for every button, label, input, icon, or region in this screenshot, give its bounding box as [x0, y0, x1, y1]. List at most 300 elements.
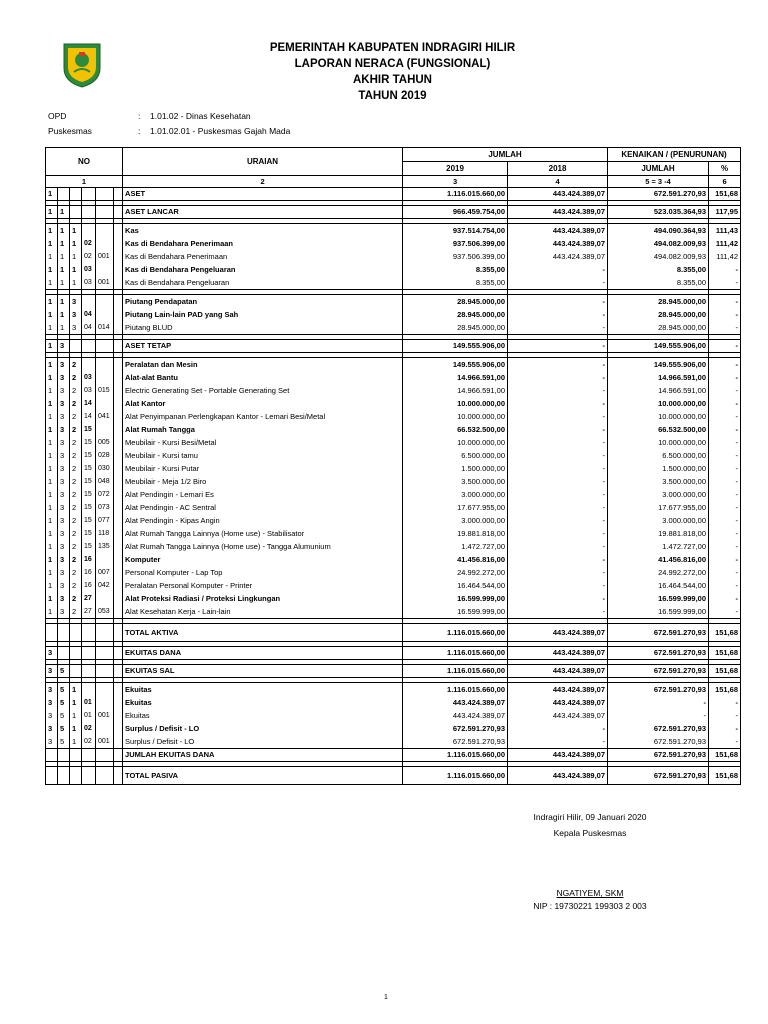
- uraian-cell: Alat-alat Bantu: [123, 371, 403, 384]
- code-cell: 3: [58, 501, 70, 514]
- code-cell: 3: [58, 475, 70, 488]
- code-cell: 1: [46, 340, 58, 353]
- change-amount-cell: 494.082.009,93: [608, 250, 709, 263]
- code-cell: 1: [46, 540, 58, 553]
- uraian-cell: Alat Kantor: [123, 397, 403, 410]
- value-2018-cell: -: [508, 436, 608, 449]
- uraian-cell: Ekuitas: [123, 709, 403, 722]
- change-percent-cell: -: [709, 553, 741, 566]
- table-row: [46, 340, 741, 353]
- uraian-cell: Peralatan Personal Komputer - Printer: [123, 579, 403, 592]
- value-2019-cell: 1.116.015.660,00: [403, 683, 508, 697]
- table-row: [46, 206, 741, 219]
- code-cell: 135: [96, 540, 114, 553]
- change-percent-cell: 117,95: [709, 206, 741, 219]
- value-2019-cell: 10.000.000,00: [403, 410, 508, 423]
- table-row: [46, 423, 741, 436]
- table-row: [46, 605, 741, 619]
- change-amount-cell: 17.677.955,00: [608, 501, 709, 514]
- value-2018-cell: -: [508, 553, 608, 566]
- code-cell: 03: [82, 371, 96, 384]
- colnum-2: 2: [123, 176, 403, 188]
- code-cell: [114, 340, 123, 353]
- code-cell: 1: [46, 358, 58, 372]
- code-cell: 15: [82, 540, 96, 553]
- change-amount-cell: 6.500.000,00: [608, 449, 709, 462]
- value-2019-cell: 937.506.399,00: [403, 237, 508, 250]
- change-amount-cell: 672.591.270,93: [608, 647, 709, 660]
- code-cell: 1: [70, 709, 82, 722]
- code-cell: 1: [46, 475, 58, 488]
- code-cell: 5: [58, 735, 70, 749]
- code-cell: [96, 647, 114, 660]
- value-2019-cell: 10.000.000,00: [403, 436, 508, 449]
- code-cell: [82, 767, 96, 785]
- signature-nip: NIP : 19730221 199303 2 003: [533, 901, 647, 911]
- opd-colon: :: [138, 111, 141, 121]
- code-cell: 1: [46, 263, 58, 276]
- code-cell: 005: [96, 436, 114, 449]
- code-cell: 2: [70, 592, 82, 605]
- uraian-cell: Piutang BLUD: [123, 321, 403, 335]
- value-2018-cell: 443.424.389,07: [508, 206, 608, 219]
- code-cell: [96, 237, 114, 250]
- code-cell: 3: [70, 321, 82, 335]
- value-2019-cell: 8.355,00: [403, 276, 508, 290]
- table-row: [46, 276, 741, 290]
- uraian-cell: Surplus / Defisit - LO: [123, 722, 403, 735]
- code-cell: [96, 553, 114, 566]
- value-2018-cell: 443.424.389,07: [508, 696, 608, 709]
- change-amount-cell: 14.966.591,00: [608, 371, 709, 384]
- code-cell: 1: [58, 321, 70, 335]
- code-cell: [96, 263, 114, 276]
- table-row: [46, 295, 741, 309]
- value-2018-cell: -: [508, 449, 608, 462]
- value-2019-cell: 1.116.015.660,00: [403, 749, 508, 762]
- code-cell: 1: [70, 722, 82, 735]
- code-cell: 3: [58, 340, 70, 353]
- code-cell: [46, 624, 58, 642]
- header-jumlah-change: JUMLAH: [608, 162, 709, 176]
- change-amount-cell: 672.591.270,93: [608, 665, 709, 678]
- code-cell: [96, 308, 114, 321]
- code-cell: 15: [82, 462, 96, 475]
- code-cell: [96, 295, 114, 309]
- uraian-cell: Meubilair - Kursi Putar: [123, 462, 403, 475]
- uraian-cell: ASET: [123, 188, 403, 201]
- header-uraian: URAIAN: [123, 148, 403, 176]
- code-cell: [114, 592, 123, 605]
- value-2018-cell: -: [508, 527, 608, 540]
- table-row: [46, 735, 741, 749]
- value-2019-cell: 14.966.591,00: [403, 384, 508, 397]
- code-cell: [114, 624, 123, 642]
- code-cell: [82, 358, 96, 372]
- code-cell: [114, 237, 123, 250]
- code-cell: 03: [82, 384, 96, 397]
- change-amount-cell: 16.464.544,00: [608, 579, 709, 592]
- value-2018-cell: -: [508, 410, 608, 423]
- value-2018-cell: 443.424.389,07: [508, 224, 608, 238]
- code-cell: [114, 767, 123, 785]
- value-2019-cell: 1.116.015.660,00: [403, 188, 508, 201]
- code-cell: 1: [70, 735, 82, 749]
- report-header-line1: PEMERINTAH KABUPATEN INDRAGIRI HILIR: [269, 42, 516, 54]
- code-cell: 1: [46, 371, 58, 384]
- code-cell: 1: [46, 206, 58, 219]
- code-cell: [114, 321, 123, 335]
- change-amount-cell: 16.599.999,00: [608, 592, 709, 605]
- code-cell: 1: [46, 321, 58, 335]
- change-amount-cell: 8.355,00: [608, 276, 709, 290]
- value-2019-cell: 41.456.816,00: [403, 553, 508, 566]
- code-cell: [82, 647, 96, 660]
- value-2019-cell: 1.116.015.660,00: [403, 624, 508, 642]
- code-cell: [96, 696, 114, 709]
- uraian-cell: Meubilair - Kursi tamu: [123, 449, 403, 462]
- code-cell: [96, 624, 114, 642]
- code-cell: 007: [96, 566, 114, 579]
- value-2019-cell: 1.116.015.660,00: [403, 647, 508, 660]
- code-cell: [114, 514, 123, 527]
- code-cell: 2: [70, 462, 82, 475]
- code-cell: [96, 371, 114, 384]
- code-cell: 1: [70, 263, 82, 276]
- value-2018-cell: -: [508, 735, 608, 749]
- value-2019-cell: 8.355,00: [403, 263, 508, 276]
- code-cell: 1: [46, 514, 58, 527]
- colnum-1: 1: [46, 176, 123, 188]
- change-amount-cell: 3.500.000,00: [608, 475, 709, 488]
- change-percent-cell: 151,68: [709, 624, 741, 642]
- value-2019-cell: 1.500.000,00: [403, 462, 508, 475]
- table-row: [46, 384, 741, 397]
- change-amount-cell: 494.090.364,93: [608, 224, 709, 238]
- code-cell: 2: [70, 397, 82, 410]
- uraian-cell: EKUITAS SAL: [123, 665, 403, 678]
- code-cell: [114, 276, 123, 290]
- change-amount-cell: 3.000.000,00: [608, 488, 709, 501]
- value-2018-cell: 443.424.389,07: [508, 709, 608, 722]
- value-2019-cell: 937.514.754,00: [403, 224, 508, 238]
- code-cell: 1: [46, 592, 58, 605]
- change-percent-cell: -: [709, 371, 741, 384]
- code-cell: 27: [82, 592, 96, 605]
- value-2019-cell: 672.591.270,93: [403, 735, 508, 749]
- code-cell: 3: [58, 566, 70, 579]
- value-2019-cell: 3.000.000,00: [403, 488, 508, 501]
- code-cell: [82, 624, 96, 642]
- code-cell: 1: [46, 237, 58, 250]
- code-cell: [114, 423, 123, 436]
- change-amount-cell: 16.599.999,00: [608, 605, 709, 619]
- value-2019-cell: 1.116.015.660,00: [403, 767, 508, 785]
- code-cell: [114, 224, 123, 238]
- code-cell: [114, 579, 123, 592]
- uraian-cell: Alat Penyimpanan Perlengkapan Kantor - Lemari Besi/Metal: [123, 410, 403, 423]
- code-cell: 02: [82, 735, 96, 749]
- code-cell: 1: [58, 250, 70, 263]
- value-2019-cell: 19.881.818,00: [403, 527, 508, 540]
- code-cell: 1: [46, 295, 58, 309]
- code-cell: 1: [70, 250, 82, 263]
- table-row: [46, 566, 741, 579]
- code-cell: [96, 767, 114, 785]
- table-header-row: [46, 148, 741, 162]
- change-percent-cell: -: [709, 321, 741, 335]
- code-cell: [114, 263, 123, 276]
- code-cell: 3: [58, 410, 70, 423]
- code-cell: 072: [96, 488, 114, 501]
- change-percent-cell: -: [709, 358, 741, 372]
- value-2018-cell: 443.424.389,07: [508, 683, 608, 697]
- uraian-cell: Kas di Bendahara Pengeluaran: [123, 263, 403, 276]
- change-amount-cell: 28.945.000,00: [608, 321, 709, 335]
- value-2019-cell: 66.532.500,00: [403, 423, 508, 436]
- change-percent-cell: -: [709, 540, 741, 553]
- change-amount-cell: 28.945.000,00: [608, 308, 709, 321]
- change-amount-cell: 1.472.727,00: [608, 540, 709, 553]
- change-amount-cell: 8.355,00: [608, 263, 709, 276]
- code-cell: 2: [70, 566, 82, 579]
- code-cell: 15: [82, 488, 96, 501]
- table-row: [46, 696, 741, 709]
- code-cell: [114, 527, 123, 540]
- code-cell: 1: [46, 449, 58, 462]
- code-cell: 001: [96, 276, 114, 290]
- code-cell: 5: [58, 722, 70, 735]
- code-cell: 118: [96, 527, 114, 540]
- change-amount-cell: 672.591.270,93: [608, 749, 709, 762]
- uraian-cell: Personal Komputer - Lap Top: [123, 566, 403, 579]
- code-cell: 2: [70, 423, 82, 436]
- code-cell: 077: [96, 514, 114, 527]
- code-cell: 3: [70, 308, 82, 321]
- change-percent-cell: -: [709, 605, 741, 619]
- uraian-cell: EKUITAS DANA: [123, 647, 403, 660]
- code-cell: 2: [70, 605, 82, 619]
- code-cell: 1: [58, 224, 70, 238]
- code-cell: 1: [46, 605, 58, 619]
- change-percent-cell: -: [709, 566, 741, 579]
- value-2018-cell: -: [508, 592, 608, 605]
- code-cell: [70, 340, 82, 353]
- code-cell: 3: [58, 579, 70, 592]
- code-cell: 3: [58, 436, 70, 449]
- code-cell: 015: [96, 384, 114, 397]
- code-cell: 1: [58, 206, 70, 219]
- code-cell: [82, 224, 96, 238]
- value-2019-cell: 14.966.591,00: [403, 371, 508, 384]
- code-cell: 2: [70, 358, 82, 372]
- code-cell: [114, 605, 123, 619]
- code-cell: 1: [46, 436, 58, 449]
- report-header-line4: TAHUN 2019: [358, 90, 427, 102]
- code-cell: 1: [70, 276, 82, 290]
- value-2019-cell: 966.459.754,00: [403, 206, 508, 219]
- uraian-cell: Peralatan dan Mesin: [123, 358, 403, 372]
- uraian-cell: Surplus / Defisit - LO: [123, 735, 403, 749]
- change-percent-cell: -: [709, 475, 741, 488]
- code-cell: 1: [70, 683, 82, 697]
- code-cell: 1: [58, 263, 70, 276]
- change-amount-cell: 41.456.816,00: [608, 553, 709, 566]
- code-cell: [114, 206, 123, 219]
- value-2018-cell: -: [508, 722, 608, 735]
- code-cell: 02: [82, 250, 96, 263]
- change-percent-cell: -: [709, 263, 741, 276]
- change-amount-cell: -: [608, 696, 709, 709]
- code-cell: [70, 624, 82, 642]
- code-cell: 042: [96, 579, 114, 592]
- code-cell: [114, 410, 123, 423]
- code-cell: 02: [82, 237, 96, 250]
- table-row: [46, 592, 741, 605]
- code-cell: 2: [70, 527, 82, 540]
- code-cell: 1: [46, 308, 58, 321]
- code-cell: 1: [58, 308, 70, 321]
- value-2019-cell: 16.464.544,00: [403, 579, 508, 592]
- code-cell: 073: [96, 501, 114, 514]
- change-percent-cell: 111,42: [709, 237, 741, 250]
- code-cell: [82, 295, 96, 309]
- change-percent-cell: -: [709, 340, 741, 353]
- value-2018-cell: -: [508, 358, 608, 372]
- change-percent-cell: -: [709, 514, 741, 527]
- code-cell: 3: [70, 295, 82, 309]
- value-2019-cell: 28.945.000,00: [403, 321, 508, 335]
- code-cell: 1: [46, 579, 58, 592]
- code-cell: [96, 592, 114, 605]
- code-cell: 16: [82, 553, 96, 566]
- change-percent-cell: -: [709, 384, 741, 397]
- code-cell: 2: [70, 475, 82, 488]
- uraian-cell: Alat Rumah Tangga: [123, 423, 403, 436]
- puskesmas-value: 1.01.02.01 - Puskesmas Gajah Mada: [150, 126, 291, 136]
- uraian-cell: Kas: [123, 224, 403, 238]
- opd-label: OPD: [48, 111, 67, 121]
- value-2019-cell: 149.555.906,00: [403, 340, 508, 353]
- code-cell: 14: [82, 397, 96, 410]
- code-cell: 04: [82, 321, 96, 335]
- code-cell: 1: [46, 250, 58, 263]
- code-cell: 15: [82, 501, 96, 514]
- code-cell: 1: [46, 462, 58, 475]
- code-cell: 3: [58, 488, 70, 501]
- code-cell: [82, 206, 96, 219]
- code-cell: 3: [58, 371, 70, 384]
- uraian-cell: Piutang Lain-lain PAD yang Sah: [123, 308, 403, 321]
- value-2018-cell: 443.424.389,07: [508, 237, 608, 250]
- change-amount-cell: 19.881.818,00: [608, 527, 709, 540]
- code-cell: 3: [58, 592, 70, 605]
- report-header-line3: AKHIR TAHUN: [352, 74, 432, 86]
- value-2019-cell: 1.116.015.660,00: [403, 665, 508, 678]
- code-cell: [114, 371, 123, 384]
- code-cell: 1: [58, 237, 70, 250]
- value-2018-cell: -: [508, 397, 608, 410]
- uraian-cell: Alat Kesehatan Kerja - Lain-lain: [123, 605, 403, 619]
- code-cell: 2: [70, 501, 82, 514]
- change-percent-cell: 151,68: [709, 683, 741, 697]
- code-cell: 02: [82, 722, 96, 735]
- uraian-cell: Kas di Bendahara Penerimaan: [123, 250, 403, 263]
- code-cell: [114, 358, 123, 372]
- code-cell: 04: [82, 308, 96, 321]
- change-percent-cell: -: [709, 397, 741, 410]
- code-cell: 01: [82, 709, 96, 722]
- code-cell: 3: [58, 540, 70, 553]
- table-row: [46, 749, 741, 762]
- change-percent-cell: 151,68: [709, 665, 741, 678]
- change-percent-cell: 111,43: [709, 224, 741, 238]
- code-cell: 3: [58, 397, 70, 410]
- code-cell: [70, 749, 82, 762]
- code-cell: [114, 397, 123, 410]
- opd-value: 1.01.02 - Dinas Kesehatan: [150, 111, 251, 121]
- uraian-cell: TOTAL AKTIVA: [123, 624, 403, 642]
- table-row: [46, 553, 741, 566]
- value-2018-cell: -: [508, 295, 608, 309]
- code-cell: [114, 188, 123, 201]
- code-cell: 3: [58, 423, 70, 436]
- code-cell: 3: [58, 384, 70, 397]
- change-percent-cell: -: [709, 501, 741, 514]
- colnum-4: 4: [508, 176, 608, 188]
- code-cell: 2: [70, 436, 82, 449]
- value-2019-cell: 6.500.000,00: [403, 449, 508, 462]
- code-cell: 15: [82, 514, 96, 527]
- code-cell: 3: [46, 709, 58, 722]
- change-percent-cell: -: [709, 735, 741, 749]
- code-cell: 1: [70, 696, 82, 709]
- code-cell: 15: [82, 475, 96, 488]
- change-amount-cell: 672.591.270,93: [608, 683, 709, 697]
- value-2018-cell: 443.424.389,07: [508, 665, 608, 678]
- code-cell: [114, 436, 123, 449]
- code-cell: 001: [96, 735, 114, 749]
- code-cell: [114, 566, 123, 579]
- change-amount-cell: 494.082.009,93: [608, 237, 709, 250]
- change-amount-cell: 672.591.270,93: [608, 735, 709, 749]
- value-2018-cell: -: [508, 488, 608, 501]
- code-cell: 030: [96, 462, 114, 475]
- header-2019: 2019: [403, 162, 508, 176]
- table-row: [46, 514, 741, 527]
- page-number: 1: [384, 994, 388, 1001]
- uraian-cell: Alat Rumah Tangga Lainnya (Home use) - Stabilisator: [123, 527, 403, 540]
- code-cell: 1: [46, 410, 58, 423]
- code-cell: [70, 206, 82, 219]
- change-percent-cell: -: [709, 423, 741, 436]
- code-cell: 1: [46, 553, 58, 566]
- code-cell: 1: [46, 566, 58, 579]
- uraian-cell: Piutang Pendapatan: [123, 295, 403, 309]
- change-percent-cell: -: [709, 308, 741, 321]
- change-amount-cell: 672.591.270,93: [608, 624, 709, 642]
- value-2019-cell: 28.945.000,00: [403, 308, 508, 321]
- code-cell: 15: [82, 449, 96, 462]
- change-percent-cell: -: [709, 410, 741, 423]
- code-cell: 001: [96, 250, 114, 263]
- code-cell: 1: [46, 488, 58, 501]
- value-2018-cell: -: [508, 462, 608, 475]
- uraian-cell: ASET TETAP: [123, 340, 403, 353]
- code-cell: 03: [82, 276, 96, 290]
- uraian-cell: Kas di Bendahara Pengeluaran: [123, 276, 403, 290]
- value-2018-cell: -: [508, 340, 608, 353]
